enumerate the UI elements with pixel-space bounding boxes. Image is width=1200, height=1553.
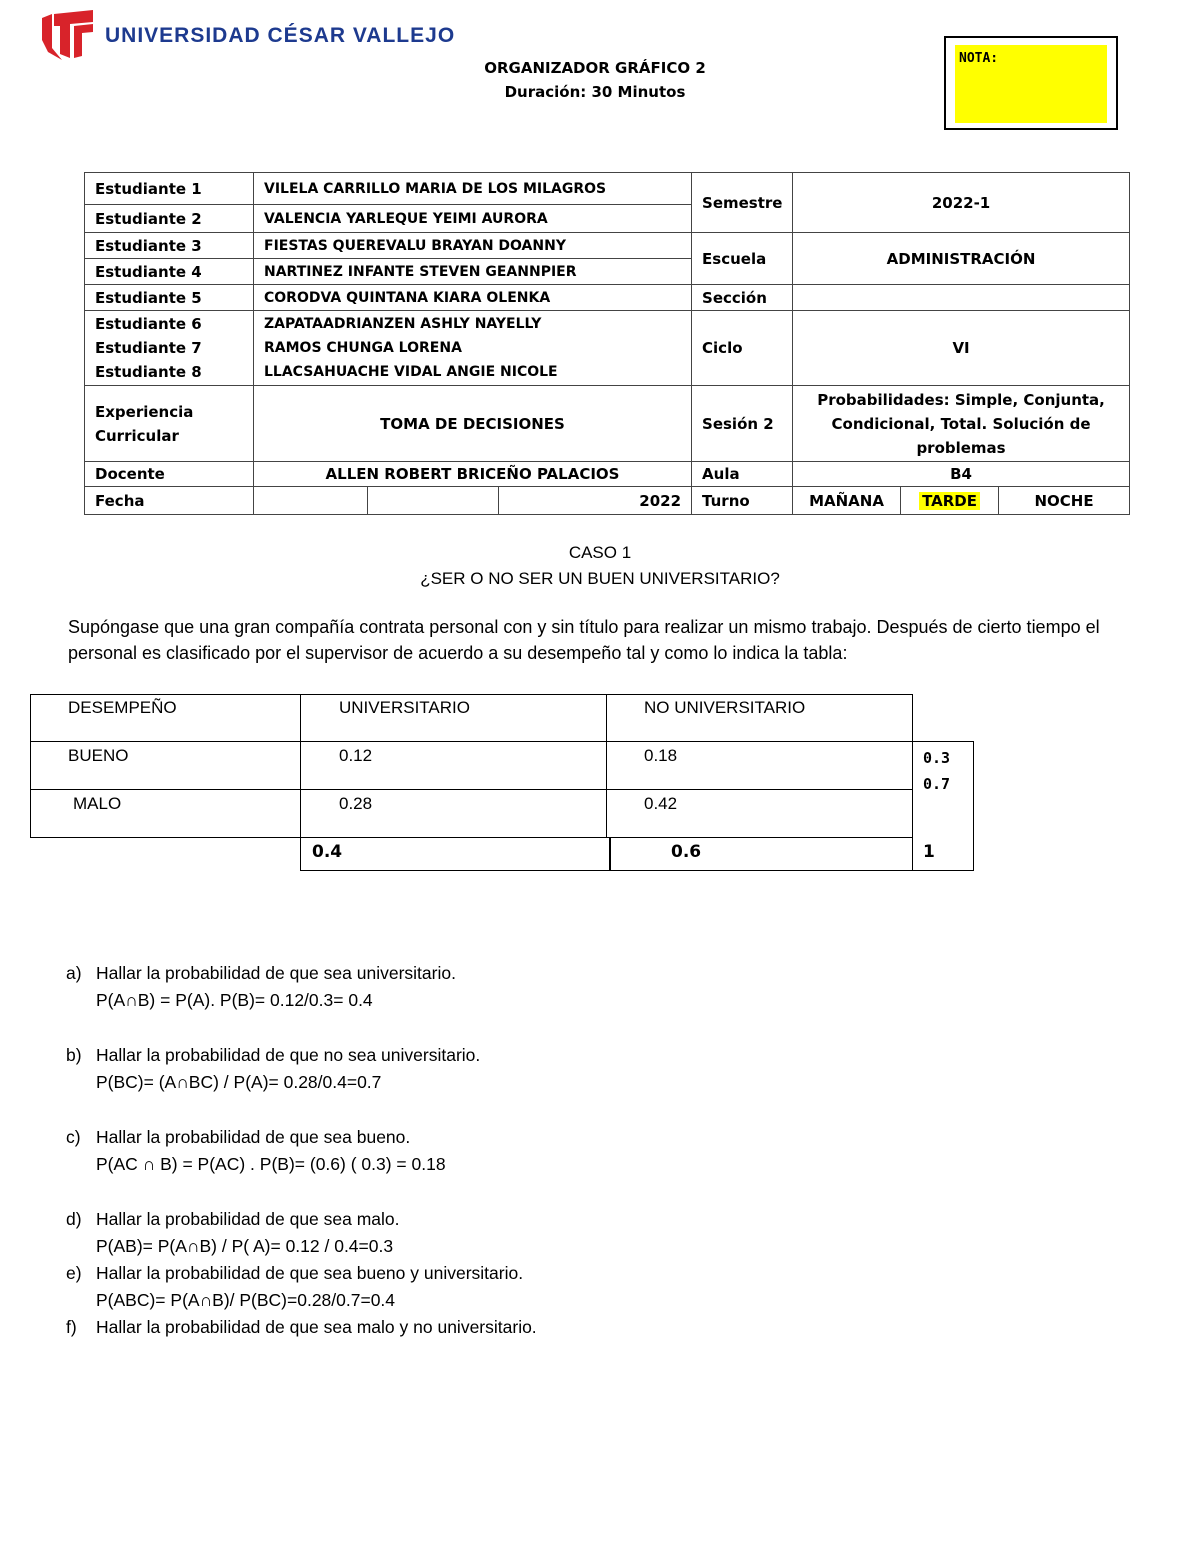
question-answer: P(BC)= (A∩BC) / P(A)= 0.28/0.4=0.7 bbox=[96, 1072, 382, 1092]
turno-option-tarde bbox=[901, 487, 999, 515]
grade-box bbox=[944, 36, 1118, 130]
table-line bbox=[30, 789, 912, 790]
table-line bbox=[912, 694, 913, 871]
cell-value: 0.12 bbox=[339, 746, 373, 765]
question-text: Hallar la probabilidad de que sea universitario. bbox=[96, 963, 456, 983]
question-item bbox=[66, 1206, 1066, 1260]
header-universitario: UNIVERSITARIO bbox=[339, 698, 470, 717]
question-answer: P(A∩B) = P(A). P(B)= 0.12/0.3= 0.4 bbox=[96, 990, 373, 1010]
grand-total: 1 bbox=[923, 842, 935, 862]
fecha-month-field bbox=[368, 487, 499, 515]
case-title: ¿SER O NO SER UN BUEN UNIVERSITARIO? bbox=[420, 569, 780, 588]
table-line bbox=[30, 694, 912, 695]
question-answer: P(AC ∩ B) = P(AC) . P(B)= (0.6) ( 0.3) = 0.18 bbox=[96, 1154, 446, 1174]
question-item bbox=[66, 1124, 1066, 1178]
student-name: VALENCIA YARLEQUE YEIMI AURORA bbox=[254, 205, 692, 233]
question-letter: b) bbox=[66, 1045, 82, 1065]
student-name: ZAPATAADRIANZEN ASHLY NAYELLY bbox=[264, 316, 542, 332]
table-line bbox=[300, 694, 301, 871]
column-total: 0.6 bbox=[671, 842, 702, 862]
row-label-bueno: BUENO bbox=[68, 746, 129, 765]
student-label: Estudiante 4 bbox=[85, 259, 254, 285]
question-text: Hallar la probabilidad de que sea malo y no universitario. bbox=[96, 1317, 537, 1337]
student-label: Estudiante 7 bbox=[95, 339, 202, 357]
turno-label: Turno bbox=[692, 487, 793, 515]
student-info-table bbox=[84, 172, 1130, 515]
question-letter: f) bbox=[66, 1317, 77, 1337]
experiencia-label: Experiencia Curricular bbox=[85, 386, 254, 462]
duration-text: Duración: 30 Minutos bbox=[504, 83, 686, 101]
fecha-label: Fecha bbox=[85, 487, 254, 515]
row-label-malo: MALO bbox=[73, 794, 122, 813]
seccion-value bbox=[793, 285, 1130, 311]
docente-value: ALLEN ROBERT BRICEÑO PALACIOS bbox=[254, 462, 692, 487]
question-text: Hallar la probabilidad de que sea bueno. bbox=[96, 1127, 411, 1147]
question-answer: P(ABC)= P(A∩B)/ P(BC)=0.28/0.7=0.4 bbox=[96, 1290, 396, 1310]
table-line bbox=[609, 837, 611, 870]
student-name: NARTINEZ INFANTE STEVEN GEANNPIER bbox=[254, 259, 692, 285]
table-line bbox=[606, 694, 607, 837]
question-letter: e) bbox=[66, 1263, 82, 1283]
question-text: Hallar la probabilidad de que sea malo. bbox=[96, 1209, 400, 1229]
student-name: CORODVA QUINTANA KIARA OLENKA bbox=[254, 285, 692, 311]
table-line bbox=[30, 694, 31, 838]
question-letter: d) bbox=[66, 1209, 82, 1229]
logo-text: UNIVERSIDAD CÉSAR VALLEJO bbox=[105, 24, 456, 47]
student-label: Estudiante 8 bbox=[95, 363, 202, 381]
table-line bbox=[300, 870, 974, 871]
aula-value: B4 bbox=[793, 462, 1130, 487]
sesion-label: Sesión 2 bbox=[692, 386, 793, 462]
turno-selected: TARDE bbox=[919, 492, 980, 510]
semestre-value: 2022-1 bbox=[793, 173, 1130, 233]
docente-label: Docente bbox=[85, 462, 254, 487]
student-names-group bbox=[254, 311, 692, 386]
turno-option-manana: MAÑANA bbox=[793, 487, 901, 515]
cell-value: 0.18 bbox=[644, 746, 678, 765]
student-label: Estudiante 6 bbox=[95, 315, 202, 333]
table-line bbox=[973, 741, 974, 871]
case-number: CASO 1 bbox=[568, 543, 632, 562]
grade-field bbox=[955, 45, 1107, 123]
cell-value: 0.42 bbox=[644, 794, 678, 813]
seccion-label: Sección bbox=[692, 285, 793, 311]
cell-value: 0.28 bbox=[339, 794, 373, 813]
student-name: RAMOS CHUNGA LORENA bbox=[264, 340, 462, 356]
experiencia-value: TOMA DE DECISIONES bbox=[254, 386, 692, 462]
university-logo bbox=[40, 10, 456, 62]
question-text: Hallar la probabilidad de que sea bueno y universitario. bbox=[96, 1263, 524, 1283]
semestre-label: Semestre bbox=[692, 173, 793, 233]
aula-label: Aula bbox=[692, 462, 793, 487]
student-label: Estudiante 3 bbox=[85, 233, 254, 259]
question-letter: c) bbox=[66, 1127, 81, 1147]
ucv-logo-icon bbox=[40, 10, 95, 62]
student-name: VILELA CARRILLO MARIA DE LOS MILAGROS bbox=[254, 173, 692, 205]
escuela-label: Escuela bbox=[692, 233, 793, 285]
header-no-universitario: NO UNIVERSITARIO bbox=[644, 698, 806, 717]
student-label: Estudiante 2 bbox=[85, 205, 254, 233]
questions-list bbox=[66, 960, 1066, 1341]
question-item bbox=[66, 1314, 1066, 1341]
question-item bbox=[66, 1260, 1066, 1314]
row-total: 0.7 bbox=[923, 775, 951, 793]
student-labels-group bbox=[85, 311, 254, 386]
question-answer: P(AB)= P(A∩B) / P( A)= 0.12 / 0.4=0.3 bbox=[96, 1236, 394, 1256]
column-total: 0.4 bbox=[312, 842, 343, 862]
document-title: ORGANIZADOR GRÁFICO 2 bbox=[484, 59, 706, 77]
student-label: Estudiante 5 bbox=[85, 285, 254, 311]
fecha-year: 2022 bbox=[499, 487, 692, 515]
row-total: 0.3 bbox=[923, 749, 951, 767]
student-label: Estudiante 1 bbox=[85, 173, 254, 205]
sesion-value: Probabilidades: Simple, Conjunta, Condicional, Total. Solución de problemas bbox=[793, 386, 1130, 462]
question-text: Hallar la probabilidad de que no sea universitario. bbox=[96, 1045, 481, 1065]
ciclo-value: VI bbox=[793, 311, 1130, 386]
document-title-block bbox=[440, 56, 750, 104]
question-letter: a) bbox=[66, 963, 82, 983]
student-name: FIESTAS QUEREVALU BRAYAN DOANNY bbox=[254, 233, 692, 259]
escuela-value: ADMINISTRACIÓN bbox=[793, 233, 1130, 285]
case-heading bbox=[300, 540, 900, 592]
question-item bbox=[66, 1042, 1066, 1096]
table-line bbox=[30, 741, 974, 742]
turno-option-noche: NOCHE bbox=[999, 487, 1130, 515]
question-item bbox=[66, 960, 1066, 1014]
fecha-day-field bbox=[254, 487, 368, 515]
table-line bbox=[30, 837, 912, 838]
case-intro: Supóngase que una gran compañía contrata personal con y sin título para realizar un mismo trabajo. Después de cierto tiempo el personal es clasificado por el supervisor de acuerdo a su desempeño tal y como lo indica la tabla: bbox=[68, 617, 1100, 663]
grade-label: NOTA: bbox=[959, 51, 999, 66]
ciclo-label: Ciclo bbox=[692, 311, 793, 386]
probability-table bbox=[30, 694, 974, 872]
student-name: LLACSAHUACHE VIDAL ANGIE NICOLE bbox=[264, 364, 558, 380]
header-desempeno: DESEMPEÑO bbox=[68, 698, 177, 717]
